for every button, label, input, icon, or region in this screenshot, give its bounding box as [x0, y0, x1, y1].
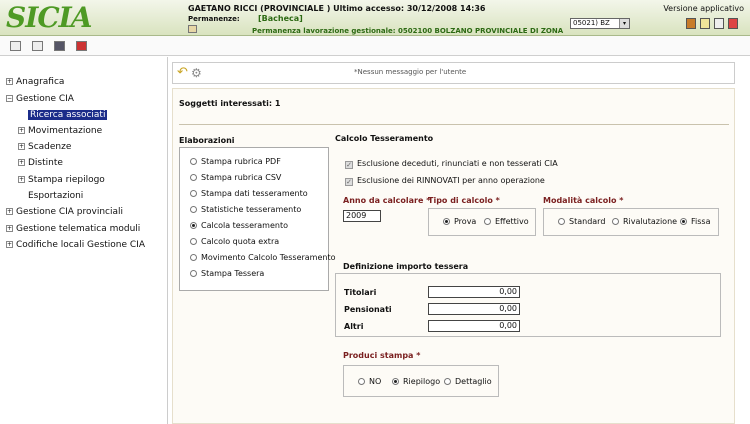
radio-stampa-tessera[interactable] — [190, 269, 264, 278]
importo-title: Definizione importo tessera — [343, 262, 469, 271]
titolari-input[interactable]: 0,00 — [428, 286, 520, 298]
anno-input[interactable]: 2009 — [343, 210, 381, 222]
radio-label: Stampa rubrica PDF — [201, 157, 281, 166]
mail-icon[interactable] — [714, 18, 724, 29]
radio-fissa[interactable] — [680, 217, 710, 226]
radio-button[interactable] — [190, 238, 197, 245]
titolari-label: Titolari — [344, 288, 377, 297]
produci-box — [343, 365, 499, 397]
main-content — [172, 62, 735, 424]
radio-label: Fissa — [691, 217, 711, 226]
sidebar — [0, 57, 168, 424]
radio-button[interactable] — [190, 206, 197, 213]
check-esclusione-rinnovati[interactable] — [345, 176, 545, 186]
radio-calcola-tesseramento[interactable] — [190, 221, 288, 230]
radio-label: Movimento Calcolo Tesseramento — [201, 253, 336, 262]
radio-label: Stampa Tessera — [201, 269, 265, 278]
panel-icon[interactable] — [54, 41, 65, 51]
divider — [179, 124, 729, 125]
tipo-label: Tipo di calcolo * — [428, 196, 500, 205]
expand-icon[interactable]: + — [7, 208, 13, 215]
sidebar-item-distinte[interactable] — [18, 158, 63, 168]
user-message: *Nessun messaggio per l'utente — [354, 68, 467, 76]
radio-label: Calcola tesseramento — [201, 221, 288, 230]
radio-button-selected[interactable] — [392, 378, 399, 385]
sidebar-item-label: Codifiche locali Gestione CIA — [16, 240, 145, 250]
radio-label: Effettivo — [495, 217, 529, 226]
sidebar-item-label: Esportazioni — [28, 191, 84, 201]
exit-icon[interactable] — [728, 18, 738, 29]
radio-button[interactable] — [190, 174, 197, 181]
sidebar-item-stampa-riepilogo[interactable] — [18, 175, 105, 185]
calcolo-title: Calcolo Tesseramento — [335, 134, 434, 143]
sidebar-item-label: Gestione telematica moduli — [16, 224, 141, 234]
radio-effettivo[interactable] — [484, 217, 529, 226]
radio-no[interactable] — [358, 377, 381, 386]
radio-label: Statistiche tesseramento — [201, 205, 302, 214]
message-bar — [172, 62, 735, 84]
radio-statistiche[interactable] — [190, 205, 301, 214]
sidebar-item-gestione-telematica[interactable] — [6, 224, 140, 234]
radio-label: Rivalutazione — [623, 217, 678, 226]
sidebar-item-scadenze[interactable] — [18, 142, 71, 152]
tipo-box — [428, 208, 536, 236]
altri-label: Altri — [344, 322, 364, 331]
radio-button-selected[interactable] — [190, 222, 197, 229]
top-header — [0, 0, 750, 36]
document-icon[interactable] — [700, 18, 710, 29]
close-panel-icon[interactable] — [76, 41, 87, 51]
radio-button[interactable] — [444, 378, 451, 385]
radio-button-selected[interactable] — [680, 218, 687, 225]
sidebar-item-anagrafica[interactable] — [6, 77, 64, 87]
permanenze-value[interactable]: [Bacheca] — [258, 14, 303, 23]
app-logo: SICIA — [6, 1, 92, 34]
sidebar-item-gestione-cia[interactable] — [6, 94, 74, 104]
produci-label: Produci stampa * — [343, 351, 421, 360]
modalita-box — [543, 208, 719, 236]
radio-button[interactable] — [190, 254, 197, 261]
sidebar-item-ricerca-associati[interactable] — [28, 110, 107, 120]
building-icon — [188, 25, 197, 33]
pensionati-input[interactable]: 0,00 — [428, 303, 520, 315]
folder-icon[interactable] — [686, 18, 696, 29]
expand-icon[interactable]: + — [19, 127, 25, 134]
form-panel — [172, 88, 735, 424]
sidebar-item-esportazioni[interactable] — [28, 191, 83, 201]
sidebar-item-label: Ricerca associati — [30, 110, 106, 120]
zone-select-value: 05021) BZ — [573, 19, 610, 27]
radio-label: Calcolo quota extra — [201, 237, 280, 246]
radio-prova[interactable] — [443, 217, 476, 226]
gear-icon[interactable]: ⚙ — [191, 66, 202, 80]
radio-standard[interactable] — [558, 217, 605, 226]
radio-stampa-rubrica-csv[interactable] — [190, 173, 281, 182]
expand-icon[interactable]: + — [19, 176, 25, 183]
elaborazioni-box — [179, 147, 336, 291]
radio-movimento-calcolo[interactable] — [190, 253, 336, 262]
radio-stampa-dati[interactable] — [190, 189, 308, 198]
checkbox-label: Esclusione dei RINNOVATI per anno operazione — [357, 176, 545, 185]
sidebar-item-label: Scadenze — [28, 142, 72, 152]
expand-icon[interactable]: + — [7, 225, 13, 232]
checkbox-label: Esclusione deceduti, rinunciati e non tesserati CIA — [357, 159, 558, 168]
modalita-label: Modalità calcolo * — [543, 196, 624, 205]
elaborazioni-title: Elaborazioni — [179, 136, 235, 145]
altri-input[interactable]: 0,00 — [428, 320, 520, 332]
chevron-down-icon: ▾ — [619, 19, 629, 28]
radio-label: Prova — [454, 217, 477, 226]
detail-view-icon[interactable] — [32, 41, 43, 51]
sidebar-item-label: Distinte — [28, 158, 63, 168]
radio-rivalutazione[interactable] — [612, 217, 677, 226]
toolbar — [0, 36, 750, 56]
checkbox-checked[interactable]: ✓ — [346, 178, 352, 186]
radio-label: Standard — [569, 217, 606, 226]
expand-icon[interactable]: + — [19, 143, 25, 150]
radio-button[interactable] — [190, 190, 197, 197]
radio-calcolo-quota[interactable] — [190, 237, 279, 246]
expand-icon[interactable]: + — [7, 241, 13, 248]
permanenza-lavorazione: Permanenza lavorazione gestionale: 0502100 BOLZANO PROVINCIALE DI ZONA — [252, 27, 564, 35]
expand-icon[interactable]: + — [19, 159, 25, 166]
check-esclusione-deceduti[interactable] — [345, 159, 558, 169]
radio-stampa-rubrica-pdf[interactable] — [190, 157, 281, 166]
sidebar-item-movimentazione[interactable] — [18, 126, 102, 136]
sidebar-item-label: Anagrafica — [16, 77, 65, 87]
pensionati-label: Pensionati — [344, 305, 392, 314]
sidebar-item-label: Stampa riepilogo — [28, 175, 105, 185]
soggetti-count: Soggetti interessati: 1 — [179, 99, 281, 108]
anno-label: Anno da calcolare * — [343, 196, 431, 205]
radio-riepilogo[interactable] — [392, 377, 440, 386]
radio-button[interactable] — [190, 270, 197, 277]
radio-label: Stampa rubrica CSV — [201, 173, 282, 182]
radio-button[interactable] — [612, 218, 619, 225]
sidebar-item-gestione-cia-provinciali[interactable] — [6, 207, 123, 217]
radio-label: Stampa dati tesseramento — [201, 189, 308, 198]
sidebar-item-label: Gestione CIA — [16, 94, 74, 104]
collapse-icon[interactable]: − — [7, 95, 13, 102]
checkbox-checked[interactable]: ✓ — [346, 161, 352, 169]
radio-button[interactable] — [190, 158, 197, 165]
sidebar-item-codifiche-locali[interactable] — [6, 240, 145, 250]
zone-select[interactable] — [570, 18, 630, 29]
versione-link[interactable]: Versione applicativo — [663, 4, 744, 13]
sidebar-item-label: Movimentazione — [28, 126, 103, 136]
radio-button-selected[interactable] — [443, 218, 450, 225]
radio-dettaglio[interactable] — [444, 377, 492, 386]
undo-icon[interactable]: ↶ — [177, 65, 188, 80]
radio-label: NO — [369, 377, 382, 386]
importo-box — [335, 273, 721, 337]
sidebar-item-label: Gestione CIA provinciali — [16, 207, 124, 217]
radio-button[interactable] — [558, 218, 565, 225]
expand-icon[interactable]: + — [7, 78, 13, 85]
radio-button[interactable] — [358, 378, 365, 385]
radio-label: Riepilogo — [403, 377, 441, 386]
radio-button[interactable] — [484, 218, 491, 225]
list-view-icon[interactable] — [10, 41, 21, 51]
radio-label: Dettaglio — [455, 377, 492, 386]
permanenze-label: Permanenze: — [188, 15, 240, 23]
user-info: GAETANO RICCI (PROVINCIALE ) Ultimo accesso: 30/12/2008 14:36 — [188, 4, 486, 13]
